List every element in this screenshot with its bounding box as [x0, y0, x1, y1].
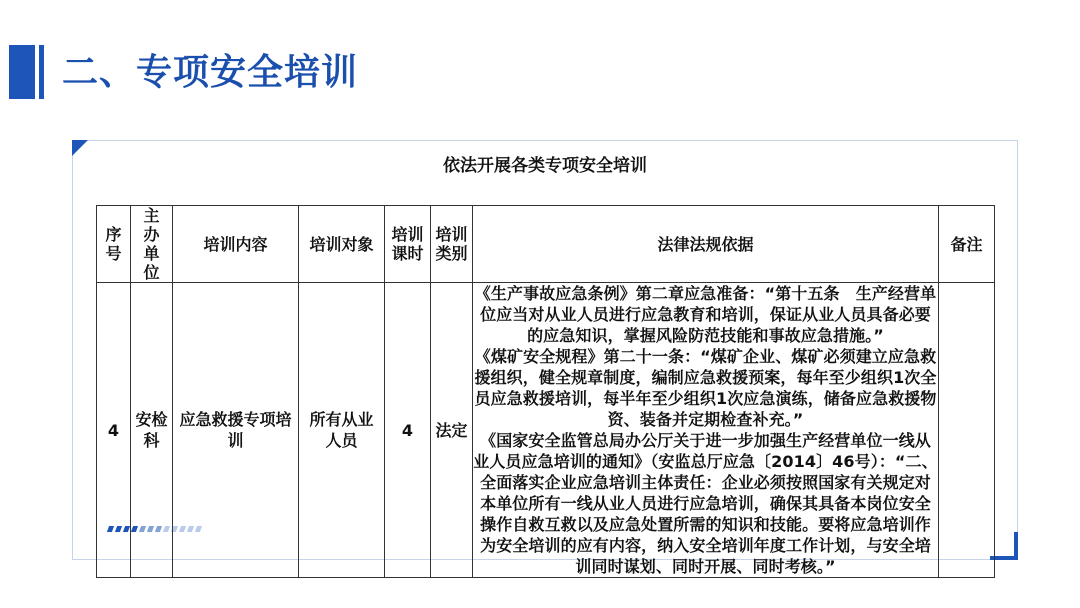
cell-legal-basis [473, 283, 939, 578]
cell-remark [939, 283, 995, 578]
cell-category: 法定 [431, 283, 473, 578]
header-legal-basis: 法律法规依据 [473, 206, 939, 283]
header-no: 序号 [97, 206, 131, 283]
table-row [97, 283, 995, 578]
basis-paragraph: 《国家安全监管总局办公厅关于进一步加强生产经营单位一线从业人员应急培训的通知》（安监总厅应急〔2014〕46号）：“二、全面落实企业应急培训主体责任：企业必须按照国家有关规定对本单位所有一线从业人员进行应急培训，确保其具备本岗位安全操作自救互救以及应急处置所需的知识和技能。要将应急培训作为安全培训的应有内容，纳入安全培训年度工作计划，与安全培训同时谋划、同时开展、同时考核。” [473, 431, 938, 576]
title-accent-line [39, 45, 44, 99]
page-title: 二、专项安全培训 [62, 52, 359, 93]
cell-no: 4 [97, 283, 131, 578]
panel-corner-decoration [72, 140, 88, 156]
table-title: 依法开展各类专项安全培训 [443, 156, 647, 176]
cell-content: 应急救援专项培训 [173, 283, 299, 578]
training-table [96, 205, 995, 578]
header-organizer: 主办单位 [131, 206, 173, 283]
header-content: 培训内容 [173, 206, 299, 283]
table-header-row [97, 206, 995, 283]
title-accent-bar [9, 45, 35, 99]
basis-paragraph: 《生产事故应急条例》第二章应急准备：“第十五条 生产经营单位应当对从业人员进行应急教育和培训，保证从业人员具备必要的应急知识，掌握风险防范技能和事故应急措施。” [474, 284, 937, 345]
header-hours: 培训课时 [385, 206, 431, 283]
basis-paragraph: 《煤矿安全规程》第二十一条：“煤矿企业、煤矿必须建立应急救援组织，健全规章制度，编制应急救援预案，每年至少组织1次全员应急救援培训，每半年至少组织1次应急演练，储备应急救援物资、装备并定期检查补充。” [474, 347, 937, 429]
cell-organizer: 安检科 [131, 283, 173, 578]
cell-hours: 4 [385, 283, 431, 578]
header-audience: 培训对象 [299, 206, 385, 283]
header-category: 培训类别 [431, 206, 473, 283]
header-remark: 备注 [939, 206, 995, 283]
cell-audience: 所有从业人员 [299, 283, 385, 578]
